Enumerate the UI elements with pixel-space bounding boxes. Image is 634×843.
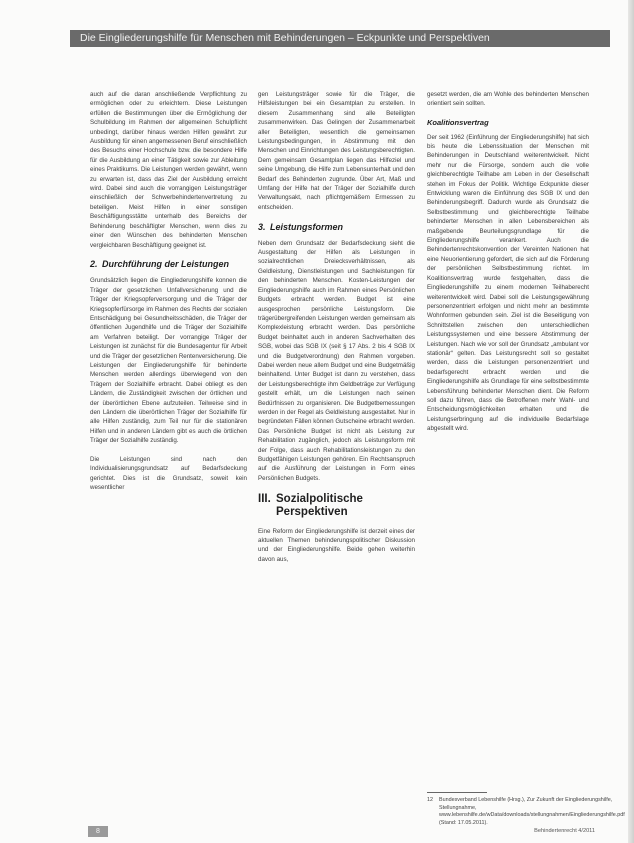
text-column-middle — [258, 90, 415, 574]
journal-footer: Behindertenrecht 4/2011 — [534, 828, 595, 834]
body-paragraph: auch auf die daran anschließende Verpflichtung zu ermöglichen oder zu erleichtern. Diese Leistungen erfüllen die Bestimmungen über die Ermöglichung der Schulbildung im Rahmen der allgemeinen Schulpflicht unbedingt, darüber hinaus werden Hilfen gewährt zur Ausbildung für einen angemessenen Beruf einschließlich des Besuchs einer Hochschule bzw. die besondere Hilfe für die Ausbildung an einer Tätigkeit sowie zur Ableitung eines Praktikums. Die Leistungen werden gewährt, wenn zu erwarten ist, dass das Ziel der Ausbildung erreicht wird. Dabei sind auch die vorrangigen Leistungsträger einschließlich der Schwerbehindertenvertretung zu beteiligen. Meist Hilfen in einer sonstigen Beschäftigungsstätte unterhalb des Bereichs der Behinderung beschäftigter Menschen, wenn dies zu einer den Wünschen des behinderten Menschen vergleichbaren Beschäftigung geeignet ist. — [90, 91, 247, 249]
body-paragraph: gesetzt werden, die am Wohle des behinderten Menschen orientiert sein sollten. — [427, 91, 589, 108]
section-title: Leistungsformen — [270, 221, 344, 232]
footnote-text: Bundesverband Lebenshilfe (Hrsg.), Zur Zukunft der Eingliederungshilfe, Stellungnahme, www.lebenshilfe.de/wData/downloads/stellungnahmen/Eingliederungshilfe.pdf (Stand: 17.05.2011). — [439, 797, 625, 826]
text-column-left — [90, 90, 247, 502]
footnote — [427, 797, 625, 827]
body-paragraph: gen Leistungsträger sowie für die Träger, die Hilfsleistungen bei ein Gesamtplan zu erstellen. In diesem Zusammenhang sind alle Beteiligten zusammenwirken. Das Gelingen der Zusammenarbeit aller Beteiligten, wesentlich die gemeinsamen Leistungsbedingungen, in Abstimmung mit den Menschen und Einrichtungen des Leistungsberechtigten. Dem gemeinsam Gesamtplan liegen das Hilfeziel und seine Umgebung, die Hilfe zum Lebensunterhalt und den Bedarf des Behinderten zugrunde. Über Art, Maß und Umfang der Hilfe hat der Träger der Sozialhilfe durch Verwaltungsakt, nach pflichtgemäßem Ermessen zu entscheiden. — [258, 91, 415, 211]
section-heading-2 — [90, 259, 247, 270]
section-heading-3 — [258, 222, 415, 233]
body-paragraph: Grundsätzlich liegen die Eingliederungshilfe konnen die Träger der gesetzlichen Unfallversicherung und die Träger der Kriegsopferversorgung und die Träger der Kriegsopferfürsorge im Rahmen des Rechts der sozialen Entschädigung bei Gesundheitsschäden, die Träger der öffentlichen Jugendhilfe und die Träger der Sozialhilfe am Verfahren beteiligt. Der vorrangige Träger der Leistungen ist zunächst für die Bundesagentur für Arbeit und die Träger der gesetzlichen Rentenversicherung. Die Leistungen der Eingliederungshilfe für behinderte Menschen werden allerdings überwiegend von den Trägern der Sozialhilfe erbracht. Dabei obliegt es den Ländern, die Zuständigkeit zwischen der örtlichen und der überörtlichen Ebene aufzuteilen. Teilweise sind in den Ländern die überörtlichen Träger der Sozialhilfe für alle Hilfen zuständig, zum Teil nur für die stationären Hilfen und in anderen Ländern gibt es auch die örtlichen Träger der Sozialhilfe zuständig. — [90, 277, 247, 445]
section-title: Durchführung der Leistungen — [102, 259, 229, 270]
footnote-number: 12 — [427, 797, 433, 803]
text-column-right — [427, 90, 589, 443]
running-header — [70, 30, 610, 47]
section-number: 3. — [258, 221, 266, 232]
body-paragraph: Der seit 1962 (Einführung der Eingliederungshilfe) hat sich bis heute die Lebenssituation der Menschen mit Behinderungen in Deutschland weiterentwickelt. Nicht mehr nur die Fürsorge, sondern auch die volle gleichberechtigte Teilhabe am Leben in der Gesellschaft stehen im Fokus der Politik. Wichtige Eckpunkte dieser Entwicklung waren die Einführung des SGB IX und den Behinderungsbegriff. Dadurch wurde als Grundsatz die Selbstbestimmung und gleichberechtigte Teilhabe behinderter Menschen in allen Lebensbereichen als maßgebende Beurteilungsgrundlage für die Eingliederungshilfe verankert. Auch die Behindertenrechtskonvention der Vereinten Nationen hat eine Neuorientierung gefordert, die sich auf die Förderung der persönlichen Selbstbestimmung richtet. Im Koalitionsvertrag wurde festgehalten, dass die Eingliederungshilfe zu einem modernen Teilhaberecht weiterentwickelt wird. Dabei soll die Leistungsgewährung personenzentriert erfolgen und nicht mehr an bestimmte Wohnformen gebunden sein. Ziel ist die Beseitigung von Schnittstellen zwischen den unterschiedlichen Leistungssystemen und eine bessere Abstimmung der Leistungen. Nach wie vor soll der Grundsatz „ambulant vor stationär“ gelten. Das Leistungsrecht soll so gestaltet werden, dass die Leistungen personenzentriert und bedarfsgerecht erbracht werden und die Eingliederungshilfe als Grundlage für eine selbstbestimmte Lebensführung behinderter Menschen dient. Die Reform soll dazu führen, dass die Betroffenen mehr Wahl- und Entscheidungsmöglichkeiten erhalten und die Leistungserbringung auf die individuelle Bedarfslage abgestellt wird. — [427, 133, 589, 433]
body-paragraph: Die Leistungen sind nach den Individualisierungsgrundsatz auf Bedarfsdeckung gerichtet. Dies ist die Grundsatz, soweit kein wesentlicher — [90, 456, 247, 492]
footnote-divider — [427, 792, 487, 793]
scan-edge-shadow — [628, 0, 634, 843]
chapter-title: Sozialpolitische Perspektiven — [276, 492, 363, 518]
chapter-heading-iii — [258, 493, 415, 519]
chapter-number: III. — [258, 492, 271, 505]
section-number: 2. — [90, 259, 98, 270]
page-number: 8 — [88, 826, 108, 837]
body-paragraph: Neben dem Grundsatz der Bedarfsdeckung sieht die Ausgestaltung der Hilfen als Leistungen in sozialrechtlichen Dreiecksverhältnissen, als Geldleistung, Dienstleistungen und Sachleistungen für den behinderten Menschen. Kosten-Leistungen der Eingliederungshilfe auch im Rahmen eines Persönlichen Budgets erbracht werden. Budget ist eine ausgesprochen persönliche Leistungsform. Die trägerübergreifenden Leistungen werden gemeinsam als Komplexleistung erbracht werden. Das persönliche Budget beinhaltet auch in anderen Sachverhalten des SGB, wobei das SGB IX (seit § 17 Abs. 2 bis 4 SGB IX und die Budgetverordnung) den Rahmen vorgeben. Dabei werden neue allem Budget und eine Budgetmäßig beinhaltend. Unter Budget ist dann zu verstehen, dass der Leistungsberechtigte ihm Geldbeträge zur Verfügung gestellt erhält, um die Leistungen nach seinen Bedürfnissen zu organisieren. Die Budgetbemessungen werden in der Regel als Geldleistung ausgestaltet. Nur in begründeten Fällen können Gutscheine erbracht werden. Das Persönliche Budget ist nicht als Leistung zur Rehabilitation zugänglich, jedoch als Leistungsform mit der Folge, dass auch Rehabilitationsleistungen zu den Budgetfähigen Leistungen gehören. Ein Rechtsanspruch auf die Ausführung der Leistungen in Form eines Persönlichen Budgets. — [258, 239, 415, 482]
subheading-koalitionsvertrag: Koalitionsvertrag — [427, 118, 489, 128]
body-paragraph: Eine Reform der Eingliederungshilfe ist derzeit eines der aktuellen Themen behinderungspolitischer Diskussion und der Eingliederungshilfe. Beide gehen weiterhin davon aus, — [258, 527, 415, 563]
running-header-title: Die Eingliederungshilfe für Menschen mit Behinderungen – Eckpunkte und Perspektiven — [80, 32, 490, 44]
